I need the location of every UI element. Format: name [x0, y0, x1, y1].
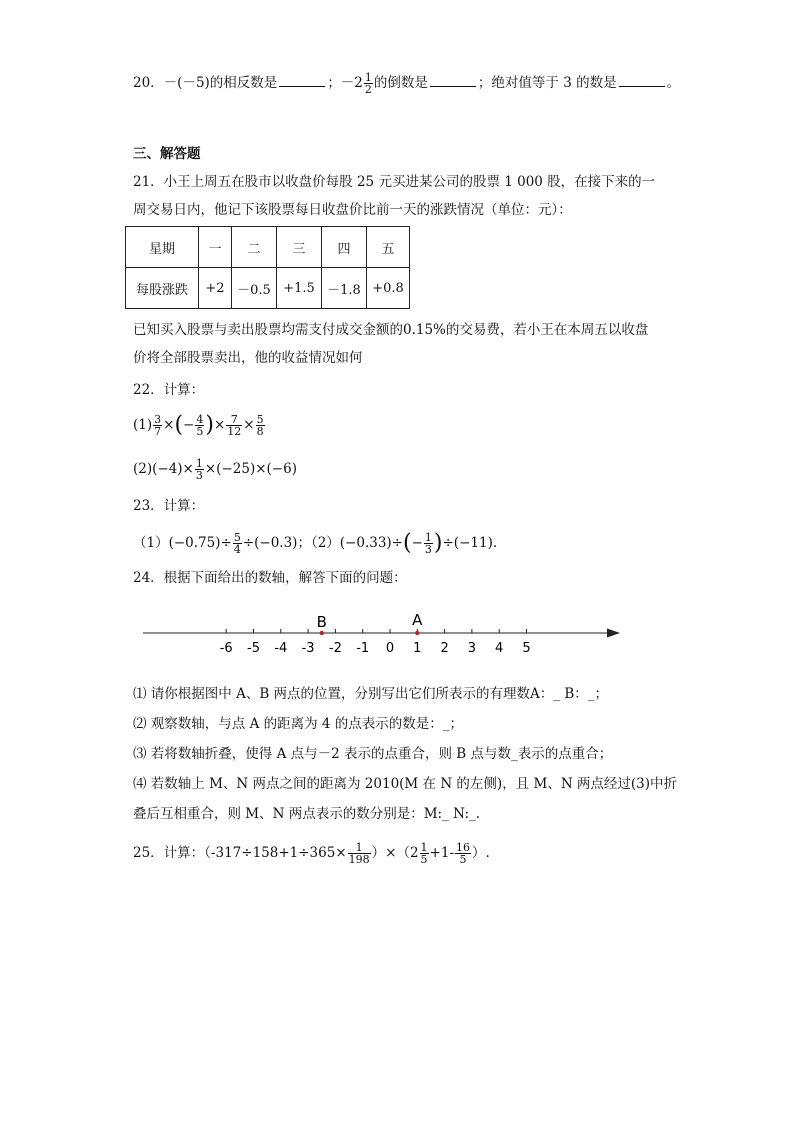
q24-title: 24．根据下面给出的数轴，解答下面的问题：: [133, 570, 407, 586]
q20-text: 20．－(－5)的相反数是: [133, 75, 278, 91]
table-cell: 一: [199, 227, 232, 268]
axis-tick-label: -3: [301, 641, 315, 656]
stock-table: [125, 226, 410, 309]
q21-line-3: 已知买入股票与卖出股票均需支付成交金额的0.15%的交易费，若小王在本周五以收盘: [133, 322, 649, 338]
expr-text: ×(−25)×(−6): [204, 461, 297, 477]
table-cell: －1.8: [322, 268, 367, 309]
fraction: $\frac{1}{3}$: [424, 531, 432, 556]
question-25: [133, 842, 490, 865]
answer-blank: [430, 74, 476, 87]
q20-end: 。: [666, 75, 681, 91]
table-cell: 每股涨跌: [126, 268, 199, 309]
table-cell: 四: [322, 227, 367, 268]
expr-text: ）.: [472, 845, 490, 861]
fraction: $\frac{5}{4}$: [233, 531, 241, 556]
table-cell: +1.5: [277, 268, 322, 309]
answer-blank: [619, 74, 665, 87]
axis-tick-label: 2: [440, 641, 449, 656]
axis-arrow-icon: [607, 629, 620, 638]
expr-text: （1）(−0.75)÷: [133, 535, 232, 551]
fraction: $\frac{1}{2}$: [364, 71, 372, 96]
expr-text: ÷(−0.3)；（2）(−0.33)÷: [242, 535, 403, 551]
q24-sub-4b: 叠后互相重合，则 M、N 两点表示的数分别是：M:_ N:_.: [133, 806, 481, 822]
table-cell: 星期: [126, 227, 199, 268]
q24-sub-3: ⑶ 若将数轴折叠，使得 A 点与－2 表示的点重合，则 B 点与数_表示的点重合；: [133, 746, 613, 762]
section-title: 三、解答题: [133, 146, 201, 162]
q20-text: 的倒数是: [373, 75, 428, 91]
q22-part-1: (1) $\frac{3}{7}$ ×(− $\frac{4}{5}$ )× $\frac{7}{12}$ × $\frac{5}{8}$: [133, 412, 264, 438]
table-row: [126, 227, 410, 268]
answer-blank: [279, 74, 325, 87]
table-cell: 三: [277, 227, 322, 268]
axis-tick-label: 5: [522, 641, 531, 656]
q20-text: ；－2: [327, 75, 363, 91]
expr-text: 25．计算：（-317÷158+1÷365×: [133, 845, 347, 861]
point-a-label: A: [412, 611, 423, 629]
q24-sub-4a: ⑷ 若数轴上 M、N 两点之间的距离为 2010(M 在 N 的左侧)，且 M、N 两点经过(3)中折: [133, 776, 678, 792]
table-cell: 五: [367, 227, 410, 268]
axis-tick-label: -5: [247, 641, 260, 656]
fraction: $\frac{4}{5}$: [196, 413, 204, 438]
number-line: [0, 600, 794, 662]
fraction: $\frac{7}{12}$: [227, 413, 242, 438]
q23-title: 23．计算：: [133, 498, 205, 514]
part-label: (1): [133, 417, 153, 433]
expr-text: ÷(−11).: [442, 535, 498, 551]
table-cell: +0.8: [367, 268, 410, 309]
fraction: $\frac{16}{5}$: [456, 841, 471, 866]
fraction: $\frac{1}{3}$: [195, 457, 203, 482]
q20-text: ；绝对值等于 3 的数是: [477, 75, 617, 91]
axis-tick-label: -2: [328, 641, 342, 656]
q22-title: 22．计算：: [133, 382, 205, 398]
axis-tick-label: -6: [219, 641, 233, 656]
fraction: $\frac{5}{8}$: [256, 413, 264, 438]
q24-sub-1: ⑴ 请你根据图中 A、B 两点的位置，分别写出它们所表示的有理数A：_ B：_；: [133, 686, 609, 702]
fraction: $\frac{3}{7}$: [154, 413, 162, 438]
q21-line-4: 价将全部股票卖出，他的收益情况如何: [133, 350, 363, 366]
axis-tick-label: 1: [413, 641, 422, 656]
fraction: $\frac{1}{5}$: [420, 841, 428, 866]
axis-tick-label: 4: [495, 641, 504, 656]
expr-text: +1-: [429, 845, 455, 861]
point-a-dot: [415, 631, 419, 635]
fraction: $\frac{1}{198}$: [348, 841, 370, 866]
q23-parts: （1）(−0.75)÷ $\frac{5}{4}$ ÷(−0.3)；（2）(−0.33)÷(− $\frac{1}{3}$ )÷(−11).: [133, 530, 498, 556]
q22-part-2: [133, 458, 297, 481]
q24-sub-2: ⑵ 观察数轴，与点 A 的距离为 4 的点表示的数是：_；: [133, 716, 464, 732]
table-cell: +2: [199, 268, 232, 309]
axis-tick-label: 0: [385, 641, 395, 656]
axis-tick-label: -4: [274, 641, 288, 656]
axis-tick-label: 3: [467, 641, 477, 656]
point-b-label: B: [316, 613, 327, 631]
expr-text: ）×（2: [371, 845, 419, 861]
question-20: [133, 72, 680, 95]
q21-line-1: 21．小王上周五在股市以收盘价每股 25 元买进某公司的股票 1 000 股，在接下来的一: [133, 174, 656, 190]
table-row: [126, 268, 410, 309]
expr-text: (2)(−4)×: [133, 461, 194, 477]
axis-tick-label: -1: [356, 641, 370, 656]
table-cell: －0.5: [232, 268, 277, 309]
q21-line-2: 周交易日内，他记下该股票每日收盘价比前一天的涨跌情况（单位：元）：: [133, 202, 572, 218]
point-b-dot: [320, 631, 324, 635]
table-cell: 二: [232, 227, 277, 268]
